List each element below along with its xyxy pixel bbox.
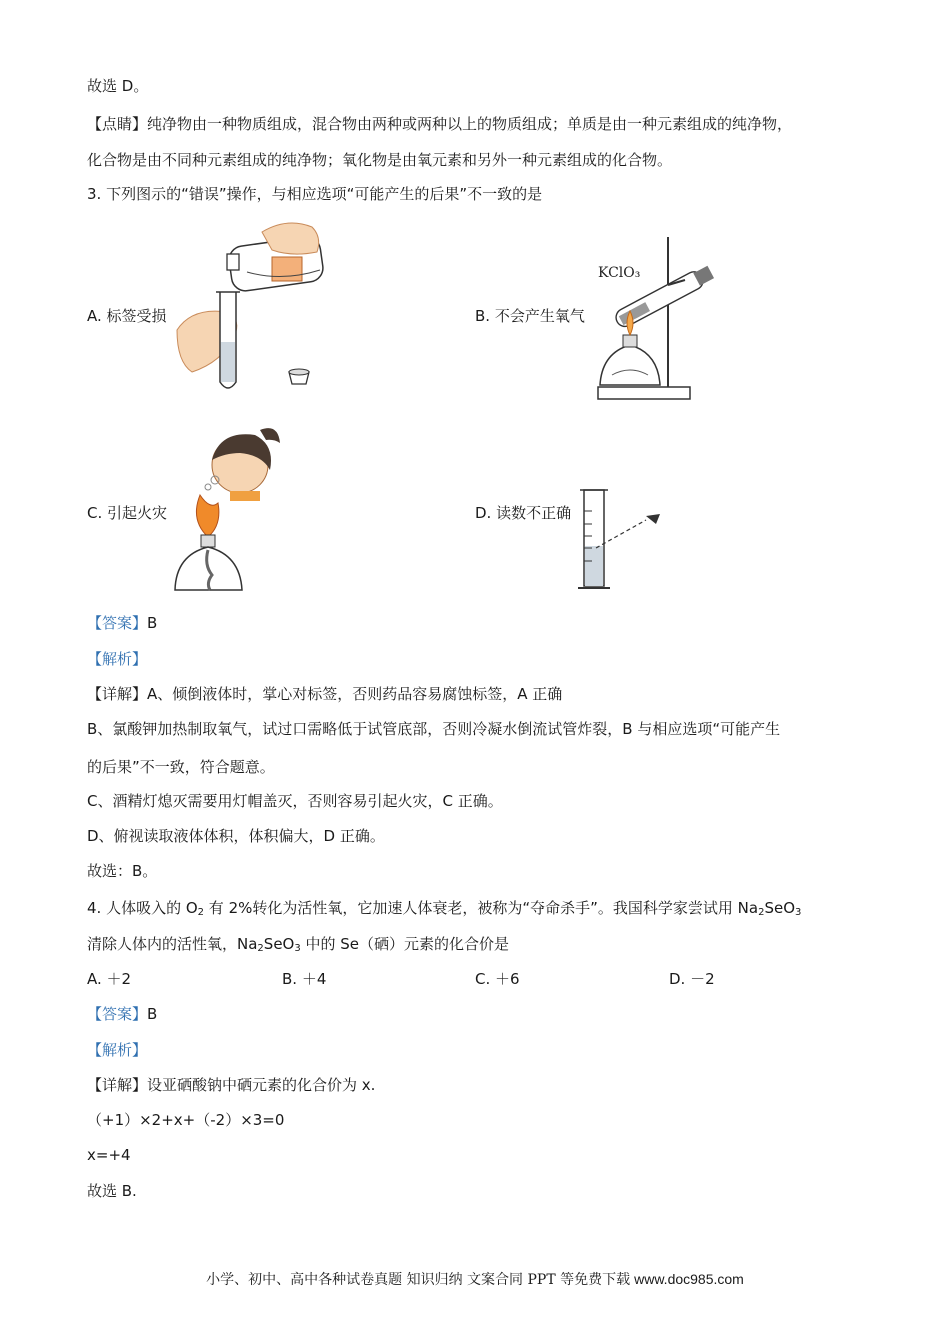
answer-value: B [147, 614, 158, 632]
girl-head-icon [212, 428, 280, 501]
q3-detail-3: 的后果”不一致，符合题意。 [87, 758, 275, 776]
detail-text: A、倾倒液体时，掌心对标签，否则药品容易腐蚀标签，A 正确 [147, 685, 563, 703]
q4-analysis-tag: 【解析】 [87, 1041, 148, 1059]
question-4-line-1 [87, 898, 801, 918]
q4-text: 中的 Se（硒）元素的化合价是 [300, 935, 510, 953]
question-4-line-2 [87, 934, 509, 954]
q4-sub: 2 [758, 907, 765, 918]
tip-line-2: 化合物是由不同种元素组成的纯净物；氧化物是由氧元素和另外一种元素组成的化合物。 [87, 151, 673, 169]
footer-link[interactable]: www.doc985.com [634, 1271, 744, 1287]
figure-a-pouring [172, 212, 332, 397]
answer-tag: 【答案】 [87, 614, 148, 632]
q4-answer [87, 1004, 157, 1024]
q4-equation-2: x=+4 [87, 1146, 131, 1164]
q4-sub: 3 [294, 943, 301, 954]
flame-icon [196, 495, 218, 537]
q4-option-c: C. ＋6 [475, 970, 520, 988]
test-tube-icon [216, 292, 240, 388]
answer-value: B [147, 1005, 158, 1023]
q4-text: 有 2%转化为活性氧，它加速人体衰老，被称为“夺命杀手”。我国科学家尝试用 Na [204, 899, 759, 917]
footer-text: 小学、初中、高中各种试卷真题 知识归纳 文案合同 PPT 等免费下载 [206, 1272, 631, 1288]
q4-detail [87, 1075, 375, 1095]
q4-text: 清除人体内的活性氧，Na [87, 935, 258, 953]
q4-sub: 3 [795, 907, 802, 918]
figure-b-heating [590, 235, 730, 405]
q4-text: SeO [764, 899, 796, 917]
q3-detail-4: C、酒精灯熄灭需要用灯帽盖灭，否则容易引起火灾，C 正确。 [87, 792, 503, 810]
tip-tag: 【点睛】 [87, 115, 148, 133]
option-a-label: A. 标签受损 [87, 307, 167, 325]
q4-option-b: B. ＋4 [282, 970, 327, 988]
tip-text-1: 纯净物由一种物质组成，混合物由两种或两种以上的物质组成；单质是由一种元素组成的纯净物， [147, 115, 793, 133]
option-c-label: C. 引起火灾 [87, 504, 168, 522]
q4-equation-1: （+1）×2+x+（-2）×3=0 [87, 1111, 285, 1129]
figure-c-blowing [170, 425, 290, 595]
page-footer [0, 1269, 950, 1289]
option-d-label: D. 读数不正确 [475, 504, 572, 522]
eye-icon [646, 514, 660, 524]
q4-option-d: D. －2 [669, 970, 715, 988]
graduated-cylinder-icon [578, 490, 610, 588]
q3-detail-2: B、氯酸钾加热制取氧气，试过口需略低于试管底部，否则冷凝水倒流试管炸裂，B 与相应选项“可能产生 [87, 720, 781, 738]
q4-sub: 2 [197, 907, 205, 918]
figure-d-cylinder [574, 486, 674, 596]
q4-text: SeO [263, 935, 295, 953]
question-3: 3. 下列图示的“错误”操作，与相应选项“可能产生的后果”不一致的是 [87, 185, 543, 203]
option-b-label: B. 不会产生氧气 [475, 307, 585, 325]
q3-detail-1 [87, 684, 562, 704]
q3-analysis-tag: 【解析】 [87, 650, 148, 668]
conclusion-previous: 故选 D。 [87, 77, 149, 95]
alcohol-lamp-icon [600, 311, 660, 385]
answer-tag: 【答案】 [87, 1005, 148, 1023]
detail-text: 设亚硒酸钠中硒元素的化合价为 x. [147, 1076, 376, 1094]
alcohol-lamp-icon [175, 535, 242, 590]
detail-tag: 【详解】 [87, 1076, 148, 1094]
q4-conclusion: 故选 B. [87, 1182, 137, 1200]
q3-conclusion: 故选：B。 [87, 862, 158, 880]
q3-answer [87, 613, 157, 633]
kclo3-label: KClO₃ [598, 265, 641, 281]
detail-tag: 【详解】 [87, 685, 148, 703]
q3-detail-5: D、俯视读取液体体积，体积偏大，D 正确。 [87, 827, 385, 845]
q4-text: 4. 人体吸入的 O [87, 899, 198, 917]
q4-sub: 2 [257, 943, 264, 954]
tip-line-1 [87, 114, 792, 134]
q4-option-a: A. ＋2 [87, 970, 132, 988]
